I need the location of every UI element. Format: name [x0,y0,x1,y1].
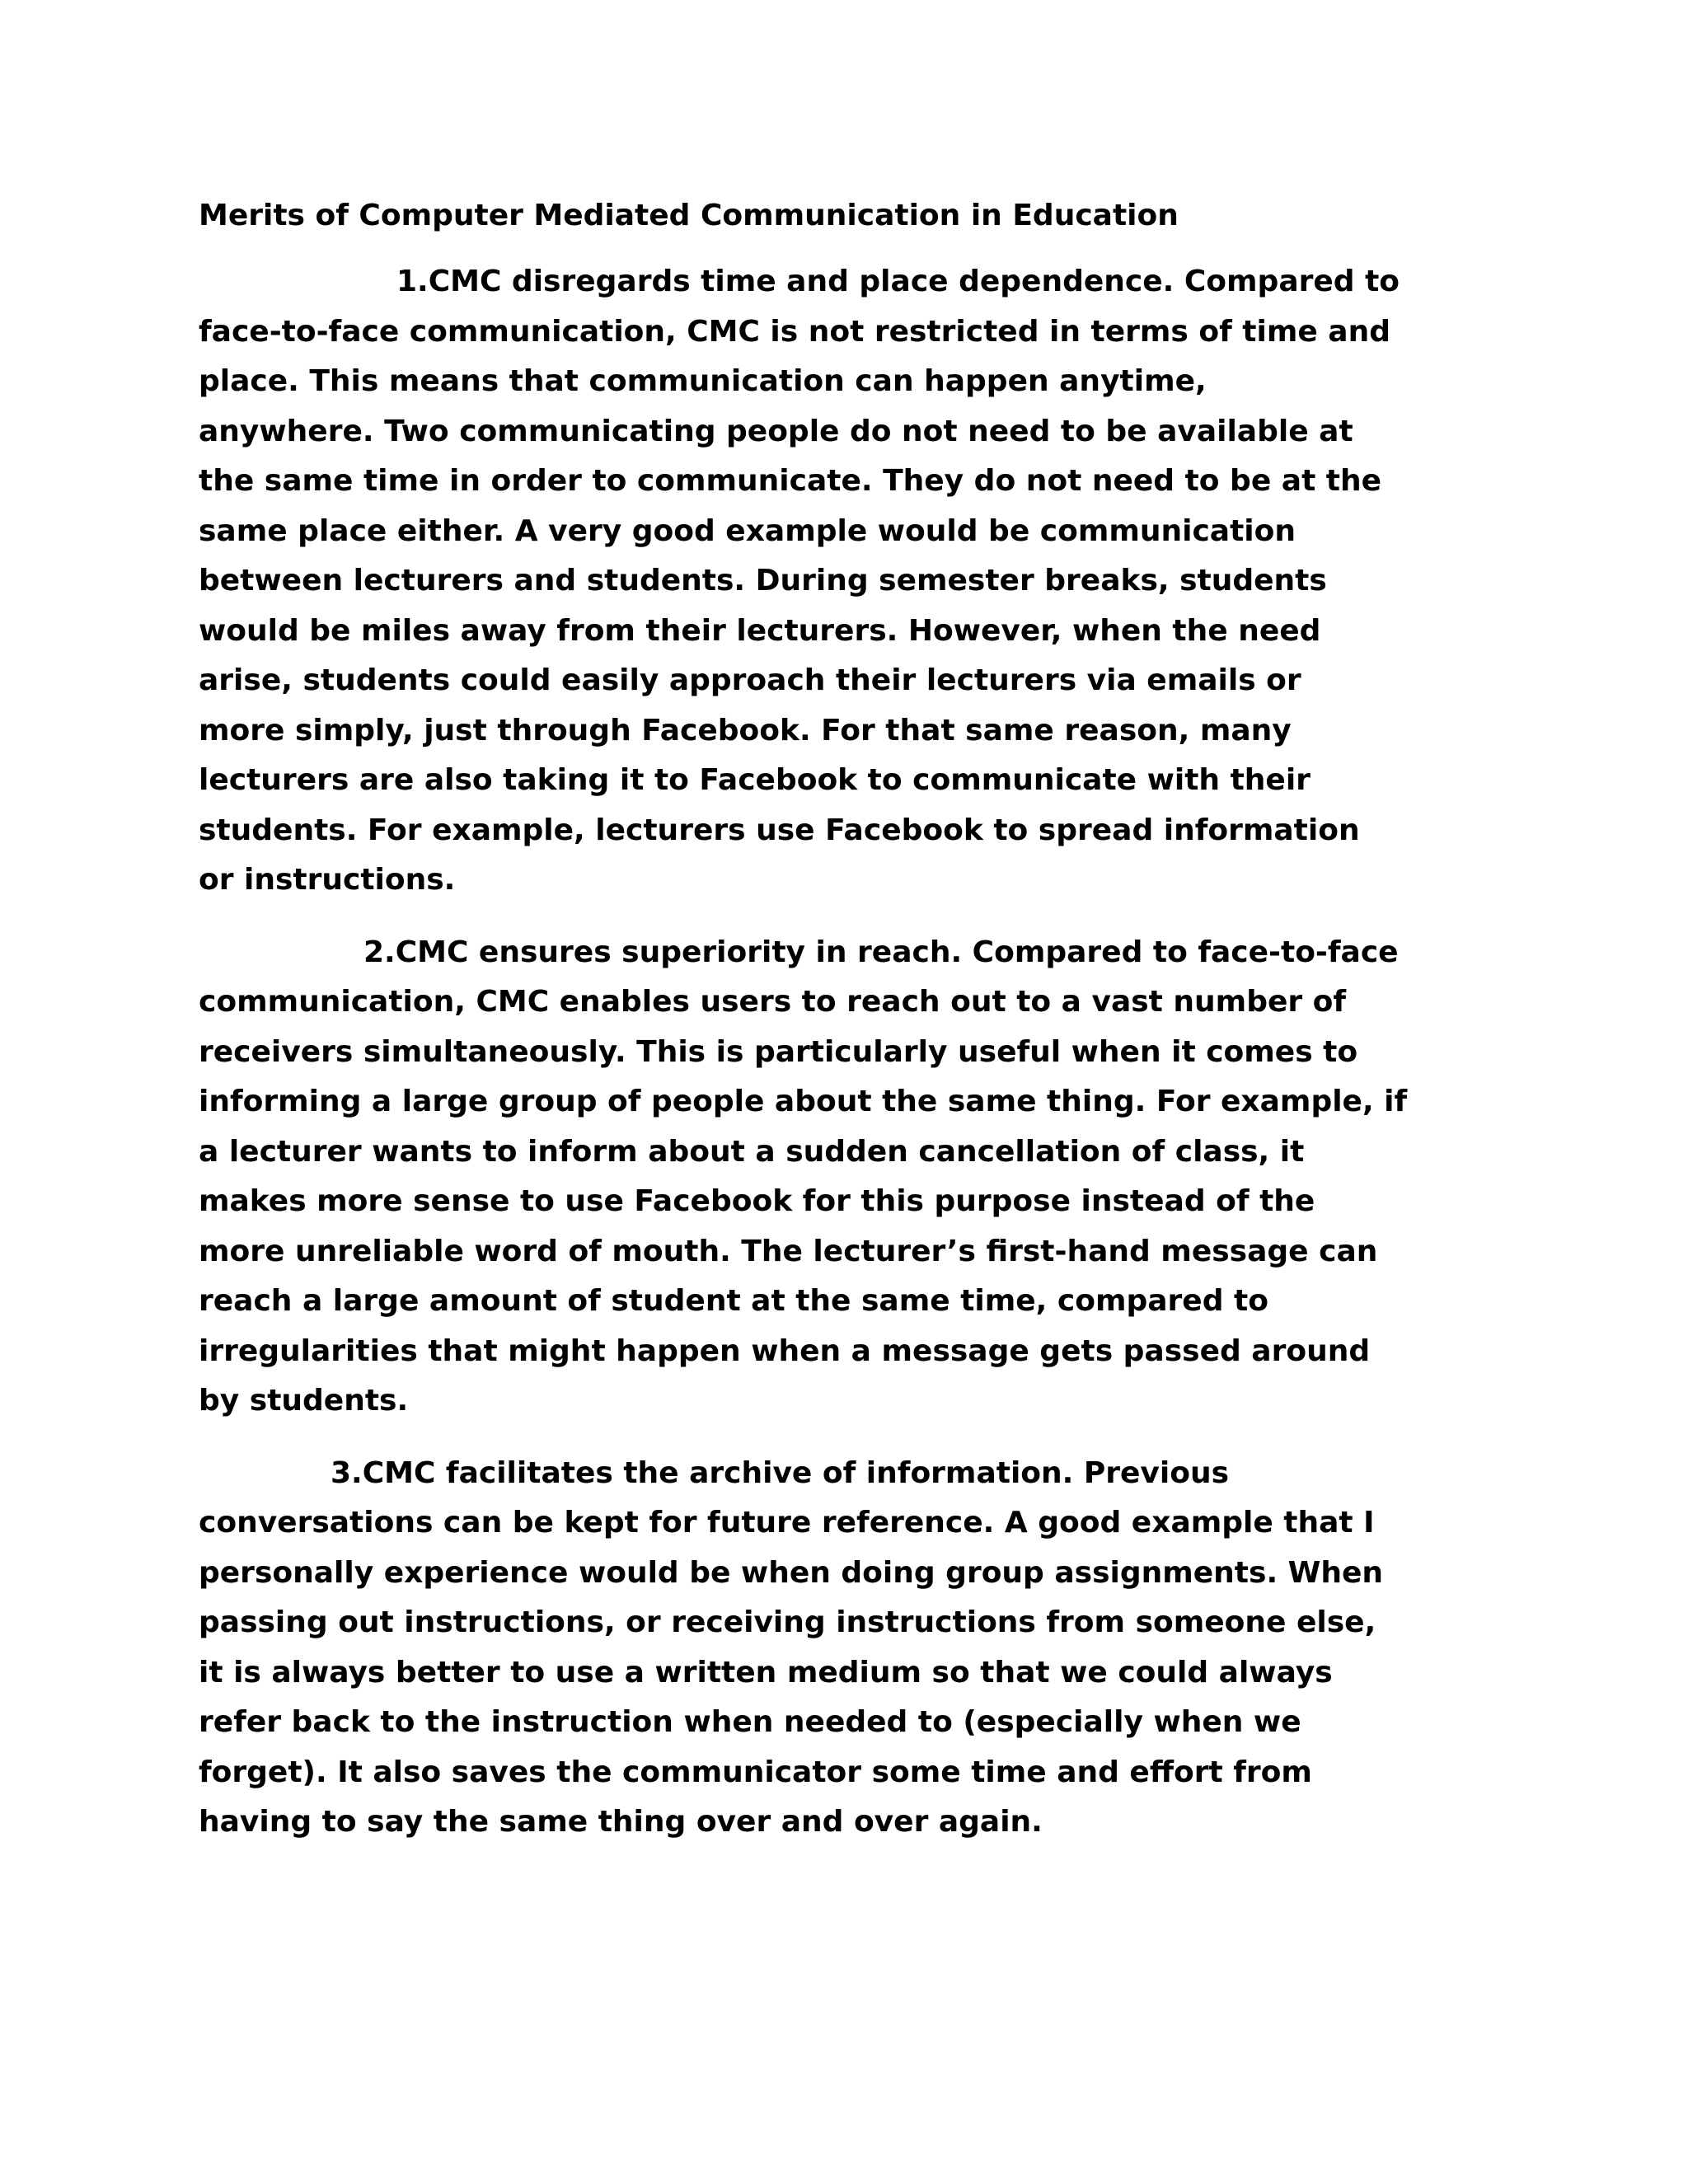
paragraph-line: 1.CMC disregards time and place dependence. Compared to [396,265,1400,298]
paragraph-line: more simply, just through Facebook. For that same reason, many [199,713,1292,748]
paragraph-line: by students. [199,1384,409,1418]
paragraph-line: the same time in order to communicate. They do not need to be at the [199,464,1382,498]
paragraph-3 [199,1449,1484,1848]
paragraph-line: irregularities that might happen when a message gets passed around [199,1333,1371,1368]
paragraph-line: communication, CMC enables users to reach out to a vast number of [199,985,1347,1019]
paragraph-line: informing a large group of people about the same thing. For example, if [199,1085,1408,1118]
paragraph-line: face-to-face communication, CMC is not restricted in terms of time and [199,314,1390,349]
paragraph-line: a lecturer wants to inform about a sudden cancellation of class, it [199,1134,1305,1169]
paragraph-line: place. This means that communication can happen anytime, [199,364,1207,398]
paragraph-line: it is always better to use a written medium so that we could always [199,1655,1333,1690]
paragraph-line: conversations can be kept for future reference. A good example that I [199,1506,1375,1540]
paragraph-line: refer back to the instruction when needed to (especially when we [199,1705,1301,1739]
paragraph-line: lecturers are also taking it to Facebook to communicate with their [199,763,1311,797]
paragraph-1 [199,257,1484,906]
paragraph-line: reach a large amount of student at the same time, compared to [199,1284,1268,1318]
paragraph-line: arise, students could easily approach their lecturers via emails or [199,663,1301,697]
paragraph-line: same place either. A very good example would be communication [199,513,1296,548]
paragraph-line: between lecturers and students. During semester breaks, students [199,564,1327,598]
paragraph-line: receivers simultaneously. This is particularly useful when it comes to [199,1034,1358,1069]
paragraph-line: or instructions. [199,863,456,897]
paragraph-2 [199,928,1484,1427]
paragraph-line: passing out instructions, or receiving instructions from someone else, [199,1605,1376,1639]
paragraph-line: 2.CMC ensures superiority in reach. Compared to face-to-face [363,935,1399,969]
paragraph-line: would be miles away from their lecturers. However, when the need [199,613,1321,648]
paragraph-line: having to say the same thing over and over again. [199,1805,1043,1839]
paragraph-line: forget). It also saves the communicator some time and effort from [199,1755,1312,1789]
document-title: Merits of Computer Mediated Communication in Education [199,199,1179,232]
paragraph-line: makes more sense to use Facebook for this purpose instead of the [199,1184,1315,1218]
paragraph-line: more unreliable word of mouth. The lecturer’s first-hand message can [199,1234,1378,1268]
paragraph-line: students. For example, lecturers use Facebook to spread information [199,813,1360,847]
paragraph-line: personally experience would be when doing group assignments. When [199,1555,1384,1590]
paragraph-line: 3.CMC facilitates the archive of information. Previous [331,1455,1230,1490]
paragraph-line: anywhere. Two communicating people do not need to be available at [199,414,1353,448]
document-body [199,191,1484,1870]
